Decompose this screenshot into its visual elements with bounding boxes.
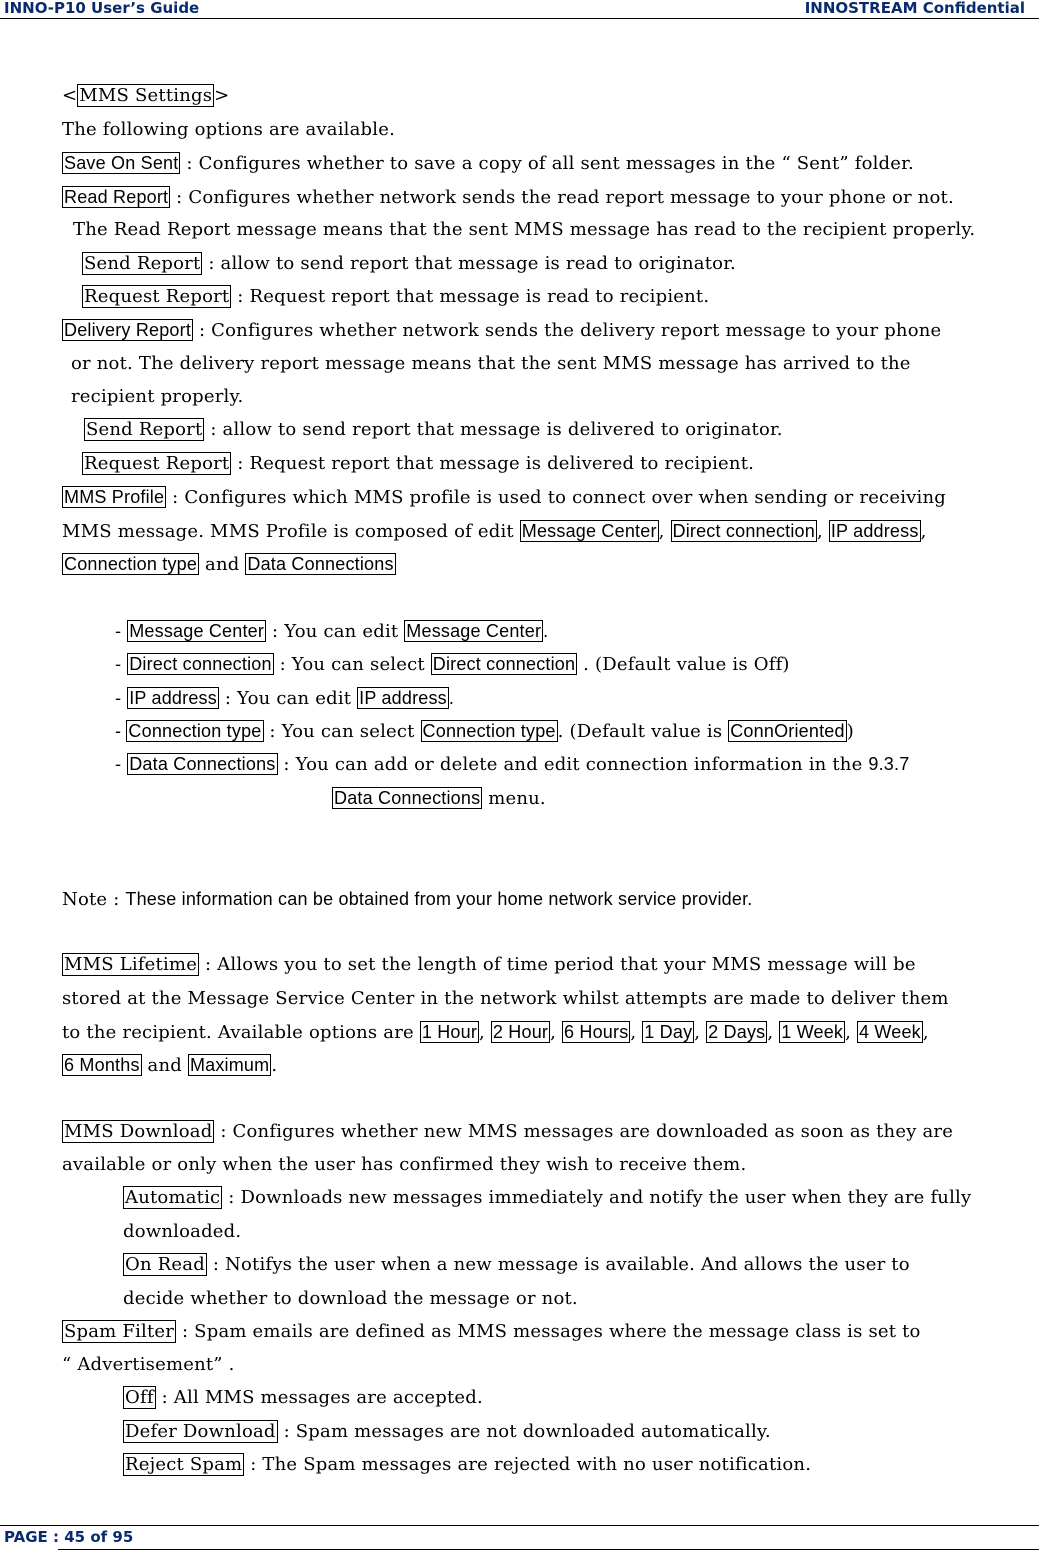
ref-data-connections: Data Connections: [247, 554, 394, 574]
lifetime-option: 1 Day: [644, 1022, 693, 1042]
read-report-term: Read Report: [64, 187, 169, 207]
on-read-line: On Read : Notifys the user when a new message is available. And allows the user to: [125, 1254, 910, 1275]
read-request-report-line: Request Report : Request report that message is read to recipient.: [84, 286, 710, 307]
mms-lifetime-line: MMS Lifetime : Allows you to set the length of time period that your MMS message will be: [64, 954, 916, 975]
read-send-report-term: Send Report: [84, 253, 201, 274]
automatic-line: Automatic : Downloads new messages immediately and notify the user when they are fully: [125, 1187, 972, 1208]
intro-text: The following options are available.: [62, 119, 396, 140]
ref-connection-type: Connection type: [64, 554, 198, 574]
data-connections-section-number: 9.3.7: [868, 754, 910, 774]
mms-lifetime-term: MMS Lifetime: [64, 954, 198, 975]
data-connections-menu-ref: Data Connections menu.: [334, 788, 546, 809]
spam-reject-term: Reject Spam: [125, 1454, 243, 1475]
page-footer: [0, 1525, 1039, 1551]
spam-filter-desc: “ Advertisement” .: [62, 1354, 235, 1375]
spam-defer-term: Defer Download: [125, 1421, 276, 1442]
read-request-report-term: Request Report: [84, 286, 230, 307]
connection-type-ref: Connection type: [422, 721, 556, 741]
save-on-sent-term: Save On Sent: [64, 153, 179, 173]
read-report-desc: The Read Report message means that the sent MMS message has read to the recipient properly.: [73, 219, 976, 240]
spam-filter-term: Spam Filter: [64, 1321, 175, 1342]
direct-connection-ref: Direct connection: [432, 654, 576, 674]
connection-type-term: Connection type: [128, 721, 262, 741]
profile-item-connection-type: - Connection type : You can select Connection type . (Default value is ConnOriented ): [115, 721, 854, 742]
mms-download-desc: available or only when the user has confirmed they wish to receive them.: [62, 1154, 747, 1175]
message-center-ref: Message Center: [406, 621, 542, 641]
mms-lifetime-desc: stored at the Message Service Center in the network whilst attempts are made to deliver them: [62, 988, 949, 1009]
delivery-report-term: Delivery Report: [64, 320, 192, 340]
delivery-request-report-line: Request Report : Request report that message is delivered to recipient.: [84, 453, 755, 474]
automatic-term: Automatic: [125, 1187, 221, 1208]
profile-item-direct-connection: - Direct connection : You can select Direct connection . (Default value is Off): [115, 654, 790, 675]
delivery-report-desc-end: recipient properly.: [71, 386, 244, 407]
spam-off-term: Off: [125, 1387, 154, 1408]
lifetime-option: 6 Hours: [563, 1022, 629, 1042]
lifetime-option: 1 Week: [781, 1022, 844, 1042]
lifetime-option: 4 Week: [858, 1022, 921, 1042]
lifetime-option: 2 Days: [708, 1022, 766, 1042]
mms-profile-term: MMS Profile: [64, 487, 165, 507]
profile-item-ip-address: - IP address : You can edit IP address .: [115, 688, 455, 709]
read-send-report-line: Send Report : allow to send report that message is read to originator.: [84, 253, 736, 274]
delivery-report-line: Delivery Report : Configures whether network sends the delivery report message to your phone: [64, 320, 942, 341]
conn-oriented-ref: ConnOriented: [730, 721, 845, 741]
save-on-sent-line: Save On Sent : Configures whether to save a copy of all sent messages in the “ Sent” folder.: [64, 153, 914, 174]
delivery-send-report-term: Send Report: [86, 419, 203, 440]
delivery-report-desc: or not. The delivery report message means that the sent MMS message has arrived to the: [71, 353, 911, 374]
mms-download-term: MMS Download: [64, 1121, 213, 1142]
mms-profile-line: MMS Profile : Configures which MMS profile is used to connect over when sending or receiving: [64, 487, 946, 508]
data-connections-term: Data Connections: [129, 754, 276, 774]
page-header: [0, 0, 1039, 19]
mms-download-line: MMS Download : Configures whether new MMS messages are downloaded as soon as they are: [64, 1121, 954, 1142]
spam-reject-line: Reject Spam : The Spam messages are rejected with no user notification.: [125, 1454, 812, 1475]
direct-connection-term: Direct connection: [129, 654, 272, 674]
data-connections-ref: Data Connections: [334, 788, 481, 808]
delivery-send-report-line: Send Report : allow to send report that message is delivered to originator.: [86, 419, 783, 440]
delivery-request-report-term: Request Report: [84, 453, 230, 474]
ref-ip-address: IP address: [830, 521, 919, 541]
note-line: [62, 887, 753, 912]
read-report-line: Read Report : Configures whether network sends the read report message to your phone or not.: [64, 187, 954, 208]
profile-item-data-connections: - Data Connections : You can add or delete and edit connection information in the 9.3.7: [115, 754, 910, 775]
ref-direct-connection: Direct connection: [672, 521, 815, 541]
mms-lifetime-options: to the recipient. Available options are 1 Hour , 2 Hour , 6 Hours , 1 Day , 2 Days , 1 Week , 4 Week ,: [62, 1022, 929, 1043]
message-center-term: Message Center: [129, 621, 265, 641]
profile-item-message-center: - Message Center : You can edit Message Center .: [115, 621, 549, 642]
section-heading-mms-settings: < MMS Settings >: [62, 85, 230, 106]
note-text: These information can be obtained from your home network service provider.: [125, 889, 753, 909]
spam-filter-line: Spam Filter : Spam emails are defined as MMS messages where the message class is set to: [64, 1321, 921, 1342]
on-read-desc: decide whether to download the message or not.: [123, 1288, 578, 1309]
header-confidential: INNOSTREAM Confidential: [804, 0, 1025, 17]
ip-address-ref: IP address: [359, 688, 447, 708]
header-doc-title: INNO-P10 User’s Guide: [4, 0, 200, 17]
lifetime-option: 1 Hour: [421, 1022, 478, 1042]
lifetime-option: 6 Months: [64, 1055, 140, 1075]
spam-off-line: Off : All MMS messages are accepted.: [125, 1387, 483, 1408]
note-label: Note :: [62, 889, 126, 910]
spam-defer-line: Defer Download : Spam messages are not downloaded automatically.: [125, 1421, 771, 1442]
mms-profile-desc: MMS message. MMS Profile is composed of edit Message Center , Direct connection , IP address ,: [62, 521, 927, 542]
mms-profile-desc-end: Connection type and Data Connections: [64, 554, 394, 575]
lifetime-option: Maximum: [189, 1055, 270, 1075]
lifetime-option: 2 Hour: [492, 1022, 549, 1042]
automatic-desc: downloaded.: [123, 1221, 242, 1242]
mms-settings-title: MMS Settings: [79, 85, 213, 106]
on-read-term: On Read: [125, 1254, 205, 1275]
ip-address-term: IP address: [129, 688, 217, 708]
footer-rule: [58, 1549, 1039, 1550]
mms-lifetime-options-end: 6 Months and Maximum .: [64, 1055, 278, 1076]
page-number: PAGE : 45 of 95: [4, 1528, 134, 1546]
ref-message-center: Message Center: [521, 521, 657, 541]
